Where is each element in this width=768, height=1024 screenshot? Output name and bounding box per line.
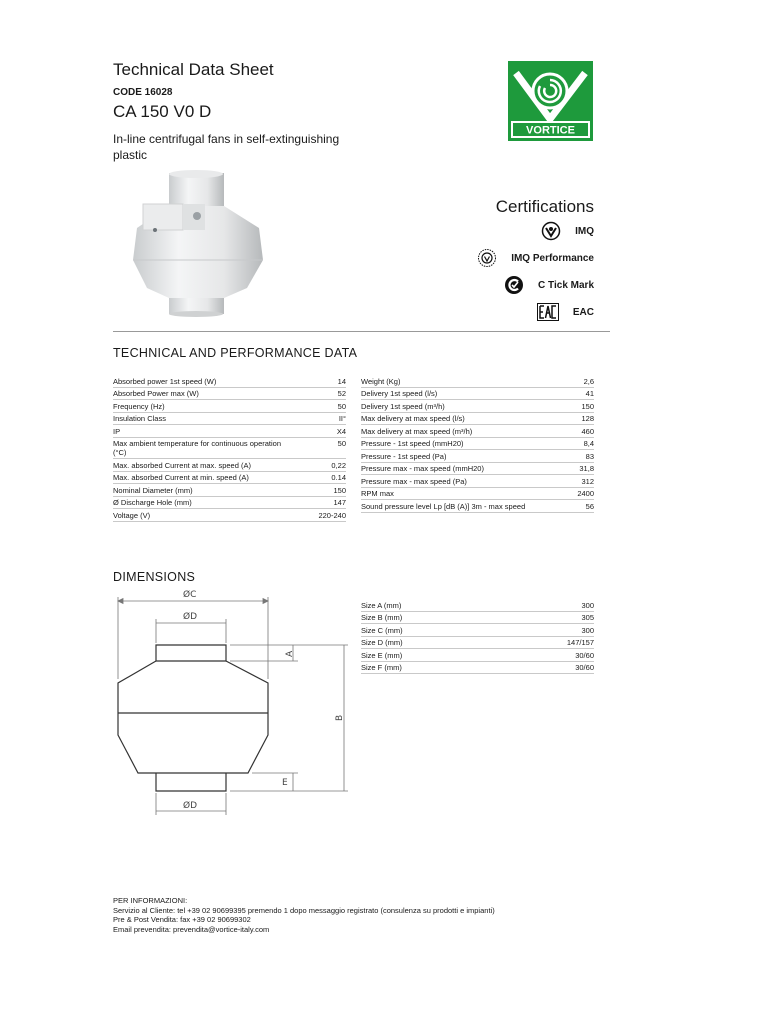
table-row <box>113 484 346 497</box>
row-value: 56 <box>536 500 594 513</box>
row-value: 50 <box>288 437 346 459</box>
drawing-label-c: ØC <box>183 590 197 600</box>
row-label: Insulation Class <box>113 412 288 425</box>
table-row <box>113 471 346 484</box>
row-label: Pressure max - max speed (mmH20) <box>361 462 536 475</box>
drawing-label-b: B <box>335 714 345 721</box>
row-value: 14 <box>288 375 346 387</box>
table-row <box>361 599 594 611</box>
row-value: 147 <box>288 496 346 509</box>
row-label: Max. absorbed Current at max. speed (A) <box>113 459 288 472</box>
table-row <box>361 450 594 463</box>
row-label: RPM max <box>361 487 536 500</box>
table-row <box>361 425 594 438</box>
row-value: 300 <box>536 599 594 611</box>
row-label: Absorbed power 1st speed (W) <box>113 375 288 387</box>
row-value: X4 <box>288 425 346 438</box>
table-row <box>113 412 346 425</box>
row-label: Size B (mm) <box>361 611 536 624</box>
drawing-label-d-bottom: ØD <box>183 801 198 811</box>
table-row <box>361 387 594 400</box>
table-row <box>113 425 346 438</box>
row-value: 0.14 <box>288 471 346 484</box>
drawing-label-e: E <box>282 778 288 788</box>
row-label: Voltage (V) <box>113 509 288 522</box>
table-row <box>113 375 346 387</box>
row-value: 128 <box>536 412 594 425</box>
certification-imq <box>541 220 594 242</box>
technical-table-left <box>113 375 346 522</box>
table-row <box>361 462 594 475</box>
table-row <box>113 437 346 459</box>
row-label: Max delivery at max speed (m³/h) <box>361 425 536 438</box>
certification-c-tick <box>504 274 594 296</box>
table-row <box>361 487 594 500</box>
row-value: 147/157 <box>536 636 594 649</box>
row-label: Max. absorbed Current at min. speed (A) <box>113 471 288 484</box>
eac-icon <box>537 303 559 321</box>
certification-label: IMQ Performance <box>511 252 594 264</box>
table-row <box>361 412 594 425</box>
row-label: Size F (mm) <box>361 661 536 674</box>
c-tick-icon <box>504 275 524 295</box>
row-value: 300 <box>536 624 594 637</box>
row-value: 30/60 <box>536 661 594 674</box>
footer-email: Email prevendita: prevendita@vortice-italy.com <box>113 924 270 934</box>
certification-eac <box>537 301 594 323</box>
row-value: 150 <box>288 484 346 497</box>
row-label: Size A (mm) <box>361 599 536 611</box>
certification-label: C Tick Mark <box>538 279 594 291</box>
row-label: Pressure max - max speed (Pa) <box>361 475 536 488</box>
footer-info <box>113 896 495 934</box>
row-label: Max ambient temperature for continuous operation (°C) <box>113 437 288 459</box>
table-row <box>361 400 594 413</box>
certification-imq-performance <box>477 247 594 269</box>
certification-label: IMQ <box>575 225 594 237</box>
row-label: Weight (Kg) <box>361 375 536 387</box>
table-row <box>113 509 346 522</box>
row-value: 8,4 <box>536 437 594 450</box>
table-row <box>113 496 346 509</box>
brand-name: VORTICE <box>526 124 575 137</box>
row-value: 2400 <box>536 487 594 500</box>
row-label: Size E (mm) <box>361 649 536 662</box>
row-value: 312 <box>536 475 594 488</box>
table-row <box>361 661 594 674</box>
table-row <box>361 475 594 488</box>
drawing-label-a: A <box>285 650 295 657</box>
footer-customer-service: Servizio al Cliente: tel +39 02 90699395 premendo 1 dopo messaggio registrato (consulenza su prodotti e impianti) <box>113 905 495 915</box>
row-label: Sound pressure level Lp [dB (A)] 3m - max speed <box>361 500 536 513</box>
table-row <box>113 387 346 400</box>
imq-performance-icon <box>477 248 497 268</box>
row-value: 305 <box>536 611 594 624</box>
table-row <box>361 649 594 662</box>
row-value: 0,22 <box>288 459 346 472</box>
row-label: Pressure - 1st speed (mmH20) <box>361 437 536 450</box>
row-value: 150 <box>536 400 594 413</box>
row-value: II° <box>288 412 346 425</box>
row-label: Frequency (Hz) <box>113 400 288 413</box>
table-row <box>113 400 346 413</box>
row-value: 83 <box>536 450 594 463</box>
row-value: 50 <box>288 400 346 413</box>
row-label: Max delivery at max speed (l/s) <box>361 412 536 425</box>
row-value: 31,8 <box>536 462 594 475</box>
table-row <box>361 611 594 624</box>
table-row <box>361 636 594 649</box>
product-image <box>125 168 265 318</box>
certification-label: EAC <box>572 306 594 318</box>
dimension-drawing <box>108 585 358 820</box>
imq-icon <box>541 221 561 241</box>
footer-heading: PER INFORMAZIONI: <box>113 896 188 905</box>
row-label: Absorbed Power max (W) <box>113 387 288 400</box>
product-description: In-line centrifugal fans in self-extinguishing plastic <box>113 132 340 162</box>
table-row <box>361 437 594 450</box>
document-title: Technical Data Sheet <box>113 60 274 79</box>
row-value: 460 <box>536 425 594 438</box>
row-label: Size D (mm) <box>361 636 536 649</box>
header-divider <box>113 331 610 332</box>
row-label: Delivery 1st speed (l/s) <box>361 387 536 400</box>
dimensions-table <box>361 599 594 674</box>
table-row <box>361 500 594 513</box>
row-label: Nominal Diameter (mm) <box>113 484 288 497</box>
row-label: IP <box>113 425 288 438</box>
row-value: 220-240 <box>288 509 346 522</box>
table-row <box>113 459 346 472</box>
row-label: Delivery 1st speed (m³/h) <box>361 400 536 413</box>
table-row <box>361 624 594 637</box>
row-label: Size C (mm) <box>361 624 536 637</box>
row-value: 41 <box>536 387 594 400</box>
product-model: CA 150 V0 D <box>113 102 212 121</box>
technical-table-right <box>361 375 594 513</box>
table-row <box>361 375 594 387</box>
row-value: 30/60 <box>536 649 594 662</box>
footer-fax: Pre & Post Vendita: fax +39 02 90699302 <box>113 915 251 924</box>
row-value: 52 <box>288 387 346 400</box>
drawing-label-d-top: ØD <box>183 612 198 622</box>
product-code: CODE 16028 <box>113 87 173 98</box>
row-label: Ø Discharge Hole (mm) <box>113 496 288 509</box>
vortice-logo <box>508 61 593 141</box>
technical-section-title: TECHNICAL AND PERFORMANCE DATA <box>113 346 358 360</box>
certifications-title: Certifications <box>495 197 594 216</box>
row-value: 2,6 <box>536 375 594 387</box>
dimensions-section-title: DIMENSIONS <box>113 570 196 584</box>
row-label: Pressure - 1st speed (Pa) <box>361 450 536 463</box>
